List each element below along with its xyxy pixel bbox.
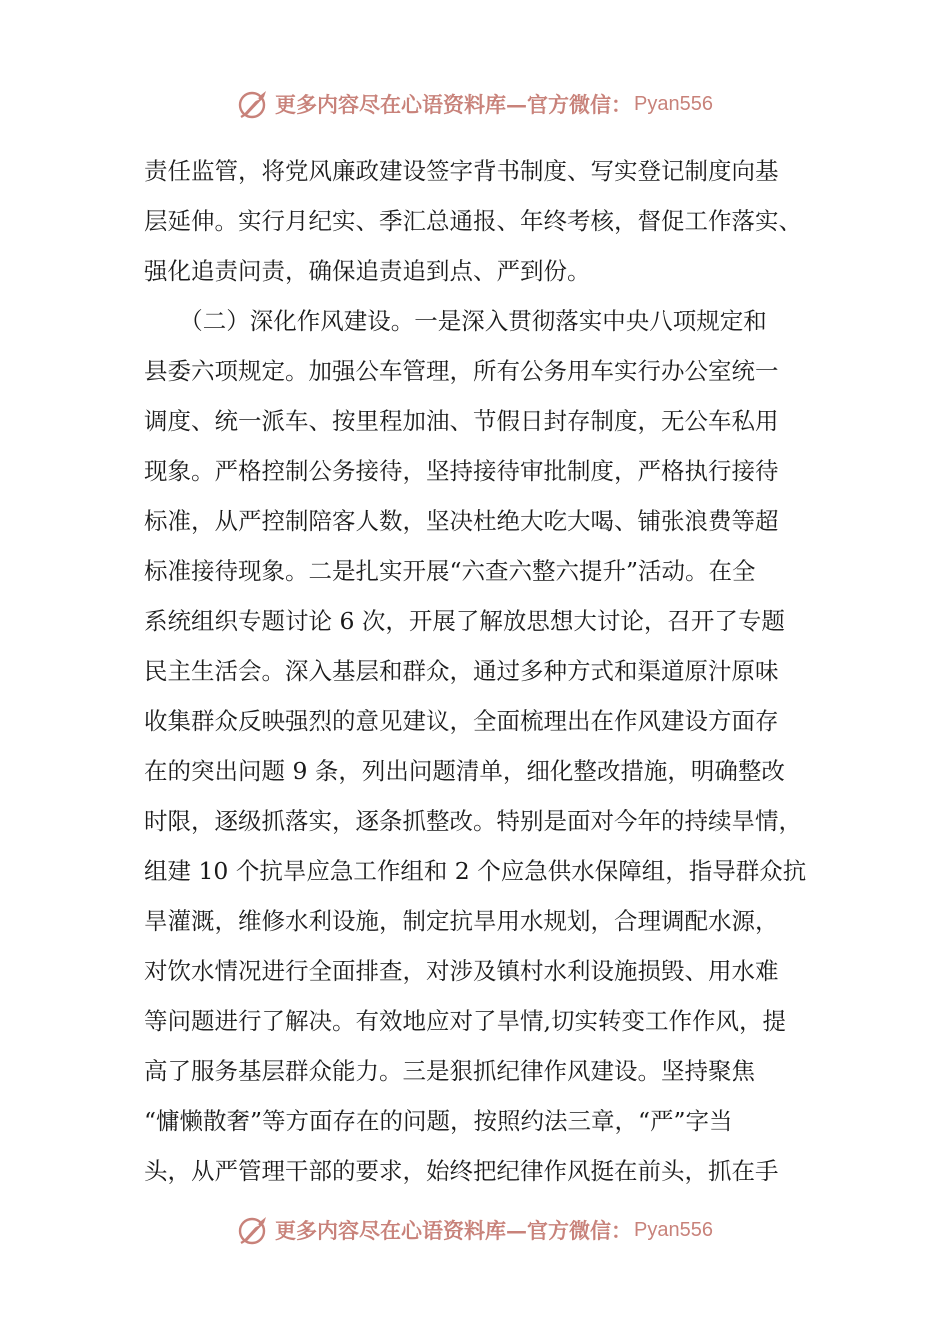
text-line: 标准接待现象。二是扎实开展“六查六整六提升”活动。在全 bbox=[144, 557, 756, 585]
text-line: 县委六项规定。加强公车管理，所有公务用车实行办公室统一 bbox=[144, 357, 779, 385]
text-line: 高了服务基层群众能力。三是狠抓纪律作风建设。坚持聚焦 bbox=[144, 1057, 755, 1085]
text-line: 组建 10 个抗旱应急工作组和 2 个应急供水保障组，指导群众抗 bbox=[144, 857, 807, 885]
watermark-text: 更多内容尽在心语资料库—官方微信： bbox=[275, 1218, 633, 1243]
watermark-text: 更多内容尽在心语资料库—官方微信： bbox=[275, 92, 633, 117]
text-line: 头，从严管理干部的要求，始终把纪律作风挺在前头，抓在手 bbox=[144, 1157, 779, 1185]
text-line: 责任监管，将党风廉政建设签字背书制度、写实登记制度向基 bbox=[144, 157, 779, 185]
text-line: 强化追责问责，确保追责追到点、严到份。 bbox=[144, 257, 591, 285]
text-line: 对饮水情况进行全面排查，对涉及镇村水利设施损毁、用水难 bbox=[144, 957, 779, 985]
text-line: 在的突出问题 9 条，列出问题清单，细化整改措施，明确整改 bbox=[144, 757, 785, 785]
text-line: 标准，从严控制陪客人数，坚决杜绝大吃大喝、铺张浪费等超 bbox=[144, 507, 779, 535]
watermark-wechat-id: Pyan556 bbox=[634, 1218, 713, 1241]
text-line: 系统组织专题讨论 6 次，开展了解放思想大讨论，召开了专题 bbox=[144, 607, 785, 635]
text-line: 时限，逐级抓落实，逐条抓整改。特别是面对今年的持续旱情， bbox=[144, 807, 802, 835]
text-line: “慵懒散奢”等方面存在的问题，按照约法三章，“严”字当 bbox=[144, 1107, 733, 1135]
watermark-footer bbox=[0, 1210, 950, 1250]
pen-circle-logo-icon bbox=[237, 1213, 271, 1247]
text-line: 调度、统一派车、按里程加油、节假日封存制度，无公车私用 bbox=[144, 407, 779, 435]
watermark-wechat-id: Pyan556 bbox=[634, 92, 713, 115]
text-line: 层延伸。实行月纪实、季汇总通报、年终考核，督促工作落实、 bbox=[144, 207, 802, 235]
text-line: 现象。严格控制公务接待，坚持接待审批制度，严格执行接待 bbox=[144, 457, 779, 485]
text-line: 民主生活会。深入基层和群众，通过多种方式和渠道原汁原味 bbox=[144, 657, 779, 685]
text-line: 收集群众反映强烈的意见建议，全面梳理出在作风建设方面存 bbox=[144, 707, 779, 735]
pen-circle-logo-icon bbox=[237, 87, 271, 121]
text-line: 旱灌溉，维修水利设施，制定抗旱用水规划，合理调配水源， bbox=[144, 907, 779, 935]
document-body bbox=[144, 146, 812, 1196]
watermark-header bbox=[0, 84, 950, 124]
text-line: 等问题进行了解决。有效地应对了旱情,切实转变工作作风，提 bbox=[144, 1007, 786, 1035]
text-line: （二）深化作风建设。一是深入贯彻落实中央八项规定和 bbox=[144, 307, 767, 335]
